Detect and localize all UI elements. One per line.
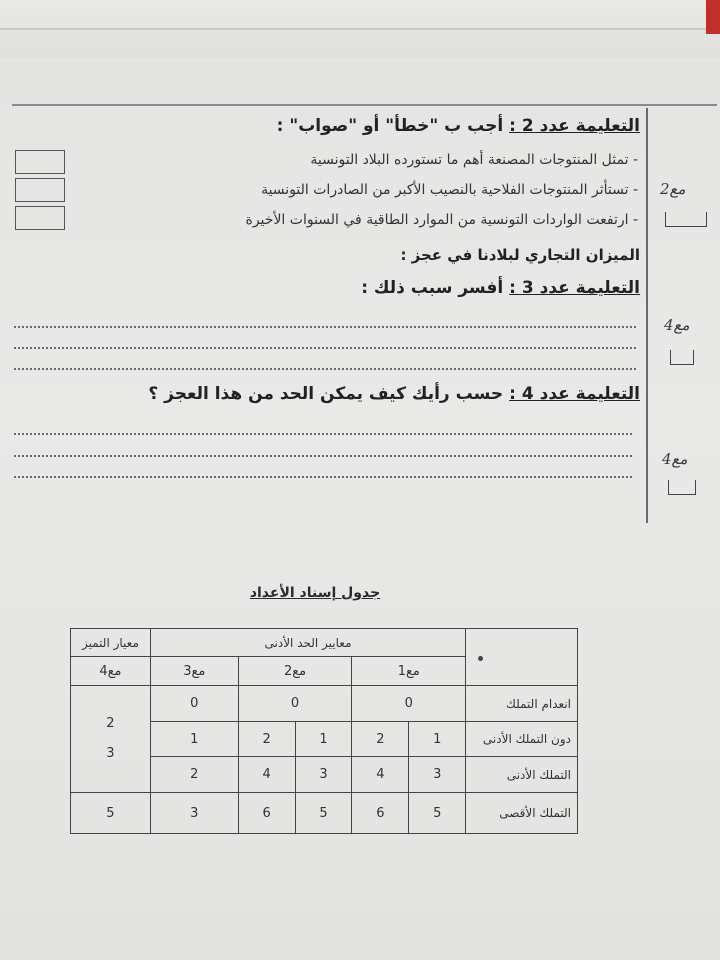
criterion-2: مع2 [238,657,352,685]
q4-answer-line-3[interactable] [14,476,632,478]
cell-r2-c2b: 2 [238,722,295,757]
q4-text: حسب رأيك كيف يمكن الحد من هذا العجز ؟ [148,384,504,404]
q2-statement-1: - تمثل المنتوجات المصنعة أهم ما تستورده البلاد التونسية [310,152,638,168]
cell-r1-c1: 0 [352,685,466,722]
row-label-min: التملك الأدنى [466,756,578,793]
q3-answer-line-2[interactable] [14,347,636,349]
row-label-none: انعدام التملك [466,685,578,722]
cell-r4-c1a: 5 [409,793,466,834]
cell-r1-c3: 0 [150,685,238,722]
q2-number: التعليمة عدد 2 : [509,116,640,136]
q2-margin-note: مع2 [660,180,686,198]
row-label-below-min: دون التملك الأدنى [466,722,578,757]
criterion-1: مع1 [352,657,466,685]
q3-score-bracket [670,350,694,365]
q4-heading [148,384,640,404]
margin-rule [646,108,648,523]
grading-table [70,628,578,834]
header-excellence: معيار التميز [71,629,151,657]
cell-r4-c1b: 6 [352,793,409,834]
cell-r2-c1b: 2 [352,722,409,757]
answer-box-1[interactable] [15,150,65,174]
q2-text: أجب ب "خطأ" أو "صواب" : [276,116,504,136]
q2-heading [277,116,640,136]
cell-r1-c2: 0 [238,685,352,722]
q4-score-bracket [668,480,696,495]
cell-r3-c3: 2 [150,756,238,793]
cell-r2-c3: 1 [150,722,238,757]
cell-r3-c1b: 4 [352,756,409,793]
q3-answer-line-1[interactable] [14,326,636,328]
answer-box-3[interactable] [15,206,65,230]
q2-statement-2: - تستأثر المنتوجات الفلاحية بالنصيب الأكبر من الصادرات التونسية [261,182,638,198]
criterion-4: مع4 [71,657,151,685]
cell-r3-c2b: 4 [238,756,295,793]
cell-r4-c2b: 6 [238,793,295,834]
q3-number: التعليمة عدد 3 : [509,278,640,298]
q4-number: التعليمة عدد 4 : [509,384,640,404]
q3-heading [361,278,640,298]
corner-dot-mark [478,656,483,661]
header-min-criteria: معايير الحد الأدنى [150,629,465,657]
top-rule [12,104,717,106]
q4-answer-line-2[interactable] [14,455,632,457]
cell-r4-c3: 3 [150,793,238,834]
cell-r2-c1a: 1 [409,722,466,757]
grading-table-title: جدول إسناد الأعداد [249,585,381,601]
q3-text: أفسر سبب ذلك : [361,278,504,298]
q4-answer-line-1[interactable] [14,433,632,435]
cell-r4-c4: 5 [71,793,151,834]
criterion-3: مع3 [150,657,238,685]
cell-c4-lower: 3 [106,746,115,762]
balance-statement: الميزان التجاري لبلادنا في عجز : [400,246,640,264]
cell-c4-upper: 2 [106,716,115,732]
q2-score-bracket [665,212,707,227]
cell-r4-c2a: 5 [295,793,352,834]
answer-box-2[interactable] [15,178,65,202]
row-label-max: التملك الأقصى [466,793,578,834]
q3-margin-note: مع4 [664,316,690,334]
cell-c4-merged [71,685,151,793]
cell-r2-c2a: 1 [295,722,352,757]
q3-answer-line-3[interactable] [14,368,636,370]
red-corner [706,0,720,34]
q2-statement-3: - ارتفعت الواردات التونسية من الموارد الطاقية في السنوات الأخيرة [245,212,638,228]
q4-margin-note: مع4 [662,450,688,468]
cell-r3-c2a: 3 [295,756,352,793]
cell-r3-c1a: 3 [409,756,466,793]
